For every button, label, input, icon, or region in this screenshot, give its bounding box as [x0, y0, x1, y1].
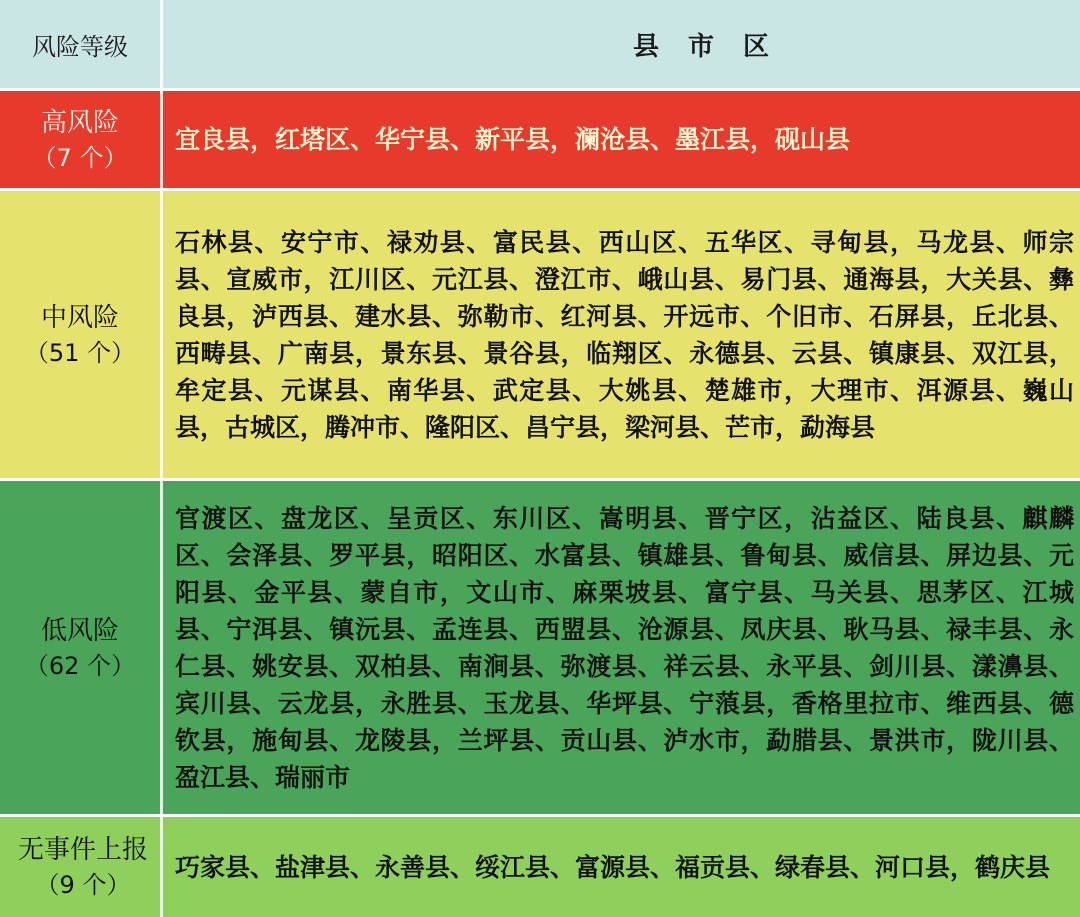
header-level-label: 风险等级	[32, 32, 128, 61]
area-cell	[163, 817, 1080, 917]
level-count: （62 个）	[24, 651, 136, 680]
area-cell	[163, 191, 1080, 478]
area-list: 宜良县，红塔区、华宁县、新平县，澜沧县、墨江县，砚山县	[175, 125, 851, 154]
level-name: 低风险	[40, 615, 119, 646]
table-row-high-risk	[0, 91, 1080, 188]
level-cell	[0, 481, 160, 814]
header-area-cell	[163, 0, 1080, 88]
area-list: 官渡区、盘龙区、呈贡区、东川区、嵩明县、晋宁区，沾益区、陆良县、麒麟区、会泽县、罗平县，昭阳区、水富县、镇雄县、鲁甸县、威信县、屏边县、元阳县、金平县、蒙自市，文山市、麻栗坡县、富宁县、马关县、思茅区、江城县、宁洱县、镇沅县、孟连县、西盟县、沧源县、凤庆县、耿马县、禄丰县、永仁县、姚安县、双柏县、南涧县、弥渡县、祥云县、永平县、剑川县、漾濞县、宾川县、云龙县，永胜县、玉龙县、华坪县、宁蒗县，香格里拉市、维西县、德钦县，施甸县、龙陵县，兰坪县、贡山县、泸水市，勐腊县、景洪市，陇川县、盈江县、瑞丽市	[175, 503, 1074, 792]
area-cell	[163, 91, 1080, 188]
header-level-cell	[0, 0, 160, 88]
table-row-low-risk	[0, 481, 1080, 814]
area-list: 石林县、安宁市、禄劝县、富民县、西山区、五华区、寻甸县，马龙县、师宗县、宣威市，江川区、元江县、澄江市、峨山县、易门县、通海县，大关县、彝良县，泸西县、建水县、弥勒市、红河县、开远市、个旧市、石屏县，丘北县、西畴县、广南县，景东县、景谷县，临翔区、永德县、云县、镇康县、双江县，牟定县、元谋县、南华县、武定县、大姚县、楚雄市，大理市、洱源县、巍山县，古城区，腾冲市、隆阳区、昌宁县，梁河县、芒市，勐海县	[175, 227, 1074, 442]
level-name: 中风险	[40, 302, 119, 333]
area-cell	[163, 481, 1080, 814]
area-list: 巧家县、盐津县、永善县、绥江县、富源县、福贡县、绿春县、河口县，鹤庆县	[175, 852, 1051, 882]
level-count: （7 个）	[32, 143, 128, 172]
level-cell	[0, 191, 160, 478]
level-cell	[0, 91, 160, 188]
table-row-medium-risk	[0, 191, 1080, 478]
level-name: 无事件上报	[17, 835, 148, 865]
level-count: （9 个）	[35, 871, 131, 899]
level-count: （51 个）	[24, 338, 136, 367]
level-cell	[0, 817, 160, 917]
table-header-row	[0, 0, 1080, 88]
level-name: 高风险	[40, 107, 119, 138]
header-area-label: 县 市 区	[632, 31, 780, 62]
table-row-no-events	[0, 817, 1080, 917]
